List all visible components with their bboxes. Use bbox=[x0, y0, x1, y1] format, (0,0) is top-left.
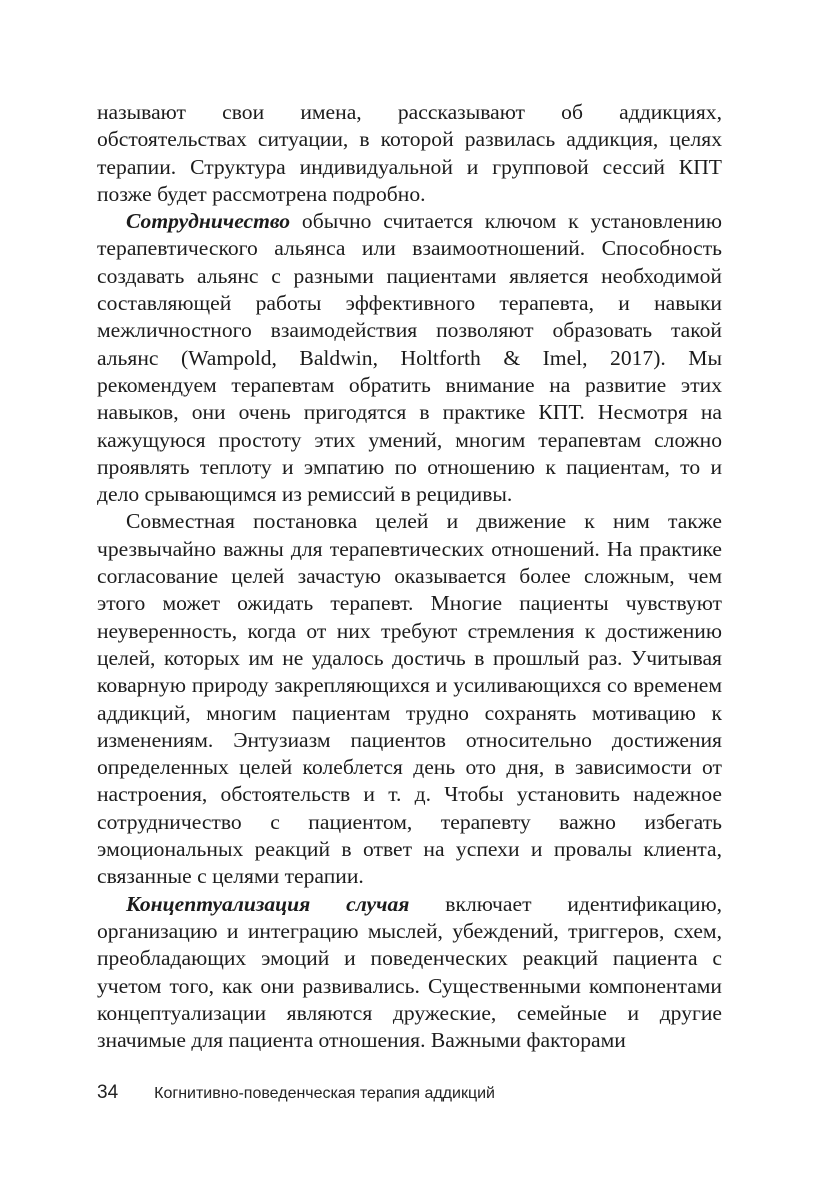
paragraph-collaboration bbox=[97, 208, 722, 508]
term-case-conceptualization: Концептуализация случая bbox=[126, 891, 410, 916]
paragraph-text: называют свои имена, рассказывают об аддикциях, обстоятельствах ситуации, в которой развилась аддикция, целях терапии. Структура индивидуальной и групповой сессий КПТ позже будет рассмотрена подробно. bbox=[97, 100, 722, 206]
paragraph-goals bbox=[97, 508, 722, 890]
page-footer bbox=[97, 1082, 495, 1104]
term-collaboration: Сотрудничество bbox=[126, 209, 291, 234]
paragraph-continuation bbox=[97, 99, 722, 208]
paragraph-text: включает идентификацию, организацию и интеграцию мыслей, убеждений, триггеров, схем, преобладающих эмоций и поведенческих реакций пациента с учетом того, как они развивались. Существенными компонентами концептуализации являются дружеские, семейные и другие значимые для пациента отношения. Важными факторами bbox=[97, 891, 722, 1053]
paragraph-text: Совместная постановка целей и движение к ним также чрезвычайно важны для терапевтических отношений. На практике согласование целей зачастую оказывается более сложным, чем этого может ожидать терапевт. Многие пациенты чувствуют неуверенность, когда от них требуют стремления к достижению целей, которых им не удалось достичь в прошлый раз. Учитывая коварную природу закрепляющихся и усиливающихся со временем аддикций, многим пациентам трудно сохранять мотивацию к изменениям. Энтузиазм пациентов относительно достижения определенных целей колеблется день ото дня, в зависимости от настроения, обстоятельств и т. д. Чтобы установить надежное сотрудничество с пациентом, терапевту важно избегать эмоциональных реакций в ответ на успехи и провалы клиента, связанные с целями терапии. bbox=[97, 509, 722, 889]
paragraph-case-conceptualization bbox=[97, 891, 722, 1055]
paragraph-text: обычно считается ключом к установлению терапевтического альянса или взаимоотношений. Способность создавать альянс с разными пациентами является необходимой составляющей работы эффективного терапевта, и навыки межличностного взаимодействия позволяют образовать такой альянс (Wampold, Baldwin, Holtforth & Imel, 2017). Мы рекомендуем терапевтам обратить внимание на развитие этих навыков, они очень пригодятся в практике КПТ. Несмотря на кажущуюся простоту этих умений, многим терапевтам сложно проявлять теплоту и эмпатию по отношению к пациентам, то и дело срывающимся из ремиссий в рецидивы. bbox=[97, 209, 722, 507]
page-body bbox=[97, 99, 722, 1054]
page-number: 34 bbox=[97, 1082, 119, 1103]
running-title: Когнитивно-поведенческая терапия аддикций bbox=[154, 1085, 495, 1102]
